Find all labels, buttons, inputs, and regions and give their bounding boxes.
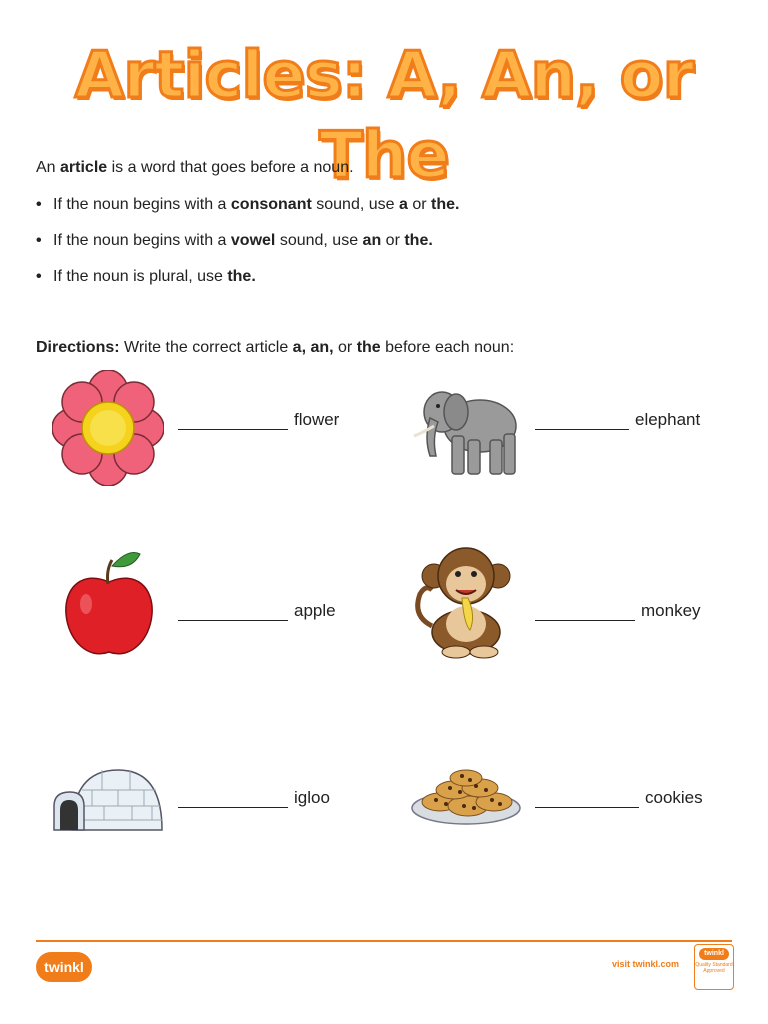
quality-badge bbox=[694, 944, 734, 990]
noun-label: monkey bbox=[641, 601, 701, 620]
noun-label: apple bbox=[294, 601, 336, 620]
badge-text: Approved bbox=[703, 968, 725, 974]
flower-image bbox=[52, 370, 164, 486]
question-igloo bbox=[178, 788, 330, 808]
page-title: Articles: A, An, or The bbox=[74, 39, 694, 193]
rule-item: • If the noun begins with a consonant sound, use a or the. bbox=[36, 196, 460, 213]
noun-label: elephant bbox=[635, 410, 701, 429]
intro-text: An article is a word that goes before a noun. bbox=[36, 159, 354, 176]
answer-blank[interactable] bbox=[178, 411, 288, 430]
question-flower bbox=[178, 410, 339, 430]
question-apple bbox=[178, 601, 336, 621]
noun-label: flower bbox=[294, 410, 340, 429]
answer-blank[interactable] bbox=[535, 411, 629, 430]
noun-label: igloo bbox=[294, 788, 330, 807]
cookies-image bbox=[410, 768, 522, 828]
badge-text: Quality Standard bbox=[695, 962, 733, 968]
elephant-image bbox=[410, 378, 522, 478]
question-monkey bbox=[535, 601, 701, 621]
answer-blank[interactable] bbox=[535, 789, 639, 808]
question-cookies bbox=[535, 788, 703, 808]
badge-logo: twinkl bbox=[699, 948, 729, 960]
question-elephant bbox=[535, 410, 700, 430]
monkey-image bbox=[412, 546, 518, 662]
rules-list bbox=[36, 195, 459, 303]
twinkl-logo[interactable]: twinkl bbox=[36, 952, 92, 982]
rule-item: • If the noun begins with a vowel sound, use an or the. bbox=[36, 232, 433, 249]
footer-divider bbox=[36, 940, 732, 942]
igloo-image bbox=[52, 766, 164, 832]
visit-link[interactable]: visit twinkl.com bbox=[612, 959, 680, 969]
noun-label: cookies bbox=[645, 788, 703, 807]
directions-text: Directions: Write the correct article a, an, or the before each noun: bbox=[36, 339, 515, 356]
answer-blank[interactable] bbox=[178, 789, 288, 808]
rule-item: • If the noun is plural, use the. bbox=[36, 268, 256, 285]
answer-blank[interactable] bbox=[535, 602, 635, 621]
answer-blank[interactable] bbox=[178, 602, 288, 621]
apple-image bbox=[62, 548, 156, 660]
